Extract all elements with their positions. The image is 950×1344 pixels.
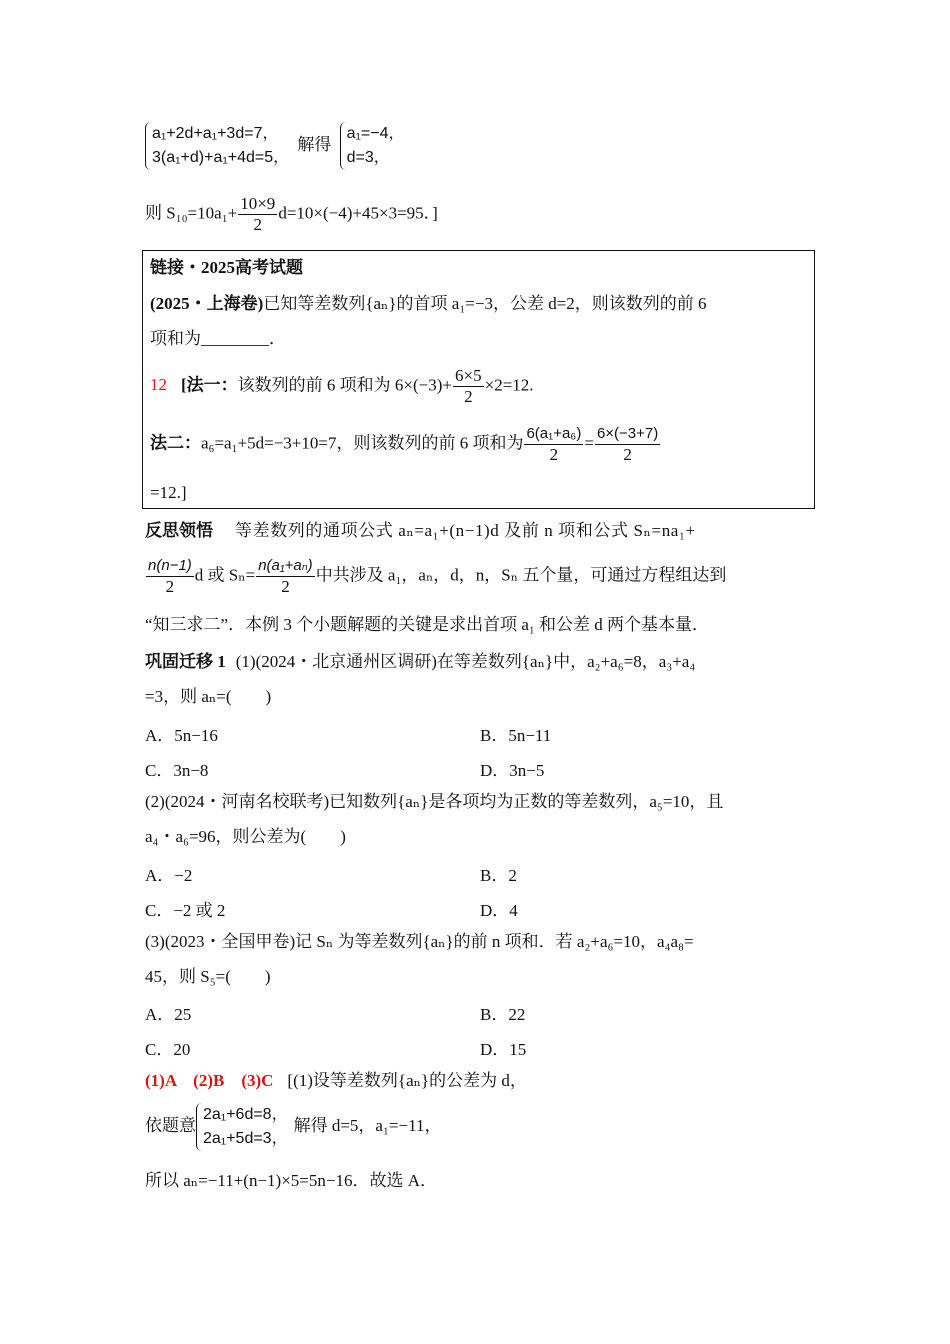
fraction-denominator: 2 bbox=[549, 445, 559, 464]
option-b[interactable]: B．22 bbox=[480, 1005, 526, 1024]
option-d[interactable]: D．3n−5 bbox=[480, 761, 545, 780]
equation-system-line bbox=[145, 122, 405, 170]
method-one bbox=[150, 366, 534, 407]
option-b[interactable]: B．5n−11 bbox=[480, 726, 552, 745]
system-row: d=3， bbox=[346, 149, 390, 166]
method-text: 该数列的前 6 项和为 6×(−3)+ bbox=[237, 375, 453, 395]
practice-q2-line2: a₄・a₆=96，则公差为( ) bbox=[145, 827, 346, 846]
solution-answers-line bbox=[145, 1070, 527, 1092]
option-d[interactable]: D．4 bbox=[480, 901, 518, 920]
formula-text: 则 S₁₀=10a₁+ bbox=[145, 203, 238, 223]
solve-word: 解得 bbox=[297, 134, 332, 154]
fraction-numerator: n(n−1) bbox=[146, 556, 194, 577]
method-two bbox=[150, 424, 661, 465]
method-label: [法一： bbox=[181, 375, 238, 395]
question-text: (1)(2024・北京通州区调研)在等差数列{aₙ}中，a₂+a₆=8，a₃+a₄ bbox=[235, 652, 696, 671]
fraction-numerator: 6×(−3+7) bbox=[595, 424, 660, 445]
option-a[interactable]: A．25 bbox=[145, 1005, 192, 1024]
fraction-numerator: 10×9 bbox=[240, 194, 276, 213]
option-a[interactable]: A．−2 bbox=[145, 866, 193, 885]
practice-q3-line1: (3)(2023・全国甲卷)记 Sₙ 为等差数列{aₙ}的前 n 项和．若 a₂+a₆=10，a₄a₈= bbox=[145, 932, 694, 951]
equation-system-left bbox=[145, 122, 289, 170]
reflection-line-1 bbox=[145, 520, 696, 542]
practice-q1-line1 bbox=[145, 651, 695, 673]
fraction-numerator: n(a₁+aₙ) bbox=[256, 556, 315, 577]
system-row: a₁=−4， bbox=[346, 125, 405, 142]
formula-text: d=10×(−4)+45×3=95．] bbox=[278, 203, 438, 223]
practice-label: 巩固迁移 1 bbox=[145, 652, 226, 671]
system-row: 2a₁+6d=8， bbox=[203, 1106, 288, 1123]
fraction bbox=[256, 556, 315, 597]
s10-formula bbox=[145, 194, 438, 235]
fraction-denominator: 2 bbox=[623, 445, 632, 464]
answer-key: (1)A (2)B (3)C bbox=[145, 1071, 274, 1090]
solution-final: 所以 aₙ=−11+(n−1)×5=5n−16．故选 A． bbox=[145, 1171, 437, 1190]
option-a[interactable]: A．5n−16 bbox=[145, 726, 218, 745]
reflection-text: 等差数列的通项公式 aₙ=a₁+(n−1)d 及前 n 项和公式 Sₙ=na₁+ bbox=[235, 521, 696, 540]
fraction bbox=[453, 366, 484, 407]
reflection-label: 反思领悟 bbox=[145, 521, 213, 540]
fraction-numerator: 6(a₁+a₆) bbox=[524, 424, 583, 445]
solution-system bbox=[196, 1103, 288, 1151]
fraction bbox=[238, 194, 277, 235]
solution-text: 解得 d=5，a₁=−11， bbox=[293, 1115, 442, 1135]
fraction-denominator: 2 bbox=[253, 215, 263, 234]
method-text: a₆=a₁+5d=−3+10=7，则该数列的前 6 项和为 bbox=[201, 433, 524, 453]
option-c[interactable]: C．3n−8 bbox=[145, 761, 209, 780]
practice-q1-line2: =3，则 aₙ=( ) bbox=[145, 687, 272, 706]
solution-text: [(1)设等差数列{aₙ}的公差为 d， bbox=[287, 1071, 527, 1090]
fraction bbox=[524, 424, 583, 465]
answer-value: 12 bbox=[150, 375, 167, 395]
solution-text: 依题意 bbox=[145, 1115, 196, 1135]
option-c[interactable]: C．20 bbox=[145, 1040, 191, 1059]
option-c[interactable]: C．−2 或 2 bbox=[145, 901, 226, 920]
reflection-text: d 或 Sₙ= bbox=[194, 565, 256, 585]
fraction-numerator: 6×5 bbox=[455, 366, 482, 385]
reflection-text: 中共涉及 a₁，aₙ，d，n，Sₙ 五个量，可通过方程组达到 bbox=[315, 565, 727, 585]
method-text: ×2=12. bbox=[484, 375, 534, 395]
fraction-denominator: 2 bbox=[281, 577, 290, 596]
system-row: a₁+2d+a₁+3d=7， bbox=[152, 125, 279, 142]
option-d[interactable]: D．15 bbox=[480, 1040, 527, 1059]
equation-system-right bbox=[340, 122, 405, 170]
method-label: 法二： bbox=[150, 433, 201, 453]
reflection-line-2 bbox=[145, 556, 726, 597]
practice-q3-line2: 45，则 S₅=( ) bbox=[145, 967, 271, 986]
equals-sign: = bbox=[584, 433, 594, 453]
question-source: (2025・上海卷) bbox=[150, 294, 264, 313]
link-question bbox=[150, 293, 707, 315]
question-text-2: 项和为________． bbox=[150, 329, 286, 348]
fraction-denominator: 2 bbox=[165, 577, 175, 596]
system-row: 3(a₁+d)+a₁+4d=5， bbox=[152, 149, 290, 166]
solution-system-line bbox=[145, 1103, 441, 1151]
link-box-heading: 链接・2025高考试题 bbox=[150, 258, 303, 277]
fraction bbox=[595, 424, 660, 465]
practice-q2-line1: (2)(2024・河南名校联考)已知数列{aₙ}是各项均为正数的等差数列，a₅=10，且 bbox=[145, 792, 724, 811]
question-text: 已知等差数列{aₙ}的首项 a₁=−3，公差 d=2，则该数列的前 6 bbox=[263, 294, 707, 313]
method-end: =12.] bbox=[150, 483, 187, 502]
system-row: 2a₁+5d=3， bbox=[203, 1130, 288, 1147]
fraction-denominator: 2 bbox=[464, 387, 473, 406]
fraction bbox=[146, 556, 194, 597]
reflection-line-3: “知三求二”．本例 3 个小题解题的关键是求出首项 a₁ 和公差 d 两个基本量． bbox=[145, 615, 710, 634]
option-b[interactable]: B．2 bbox=[480, 866, 517, 885]
